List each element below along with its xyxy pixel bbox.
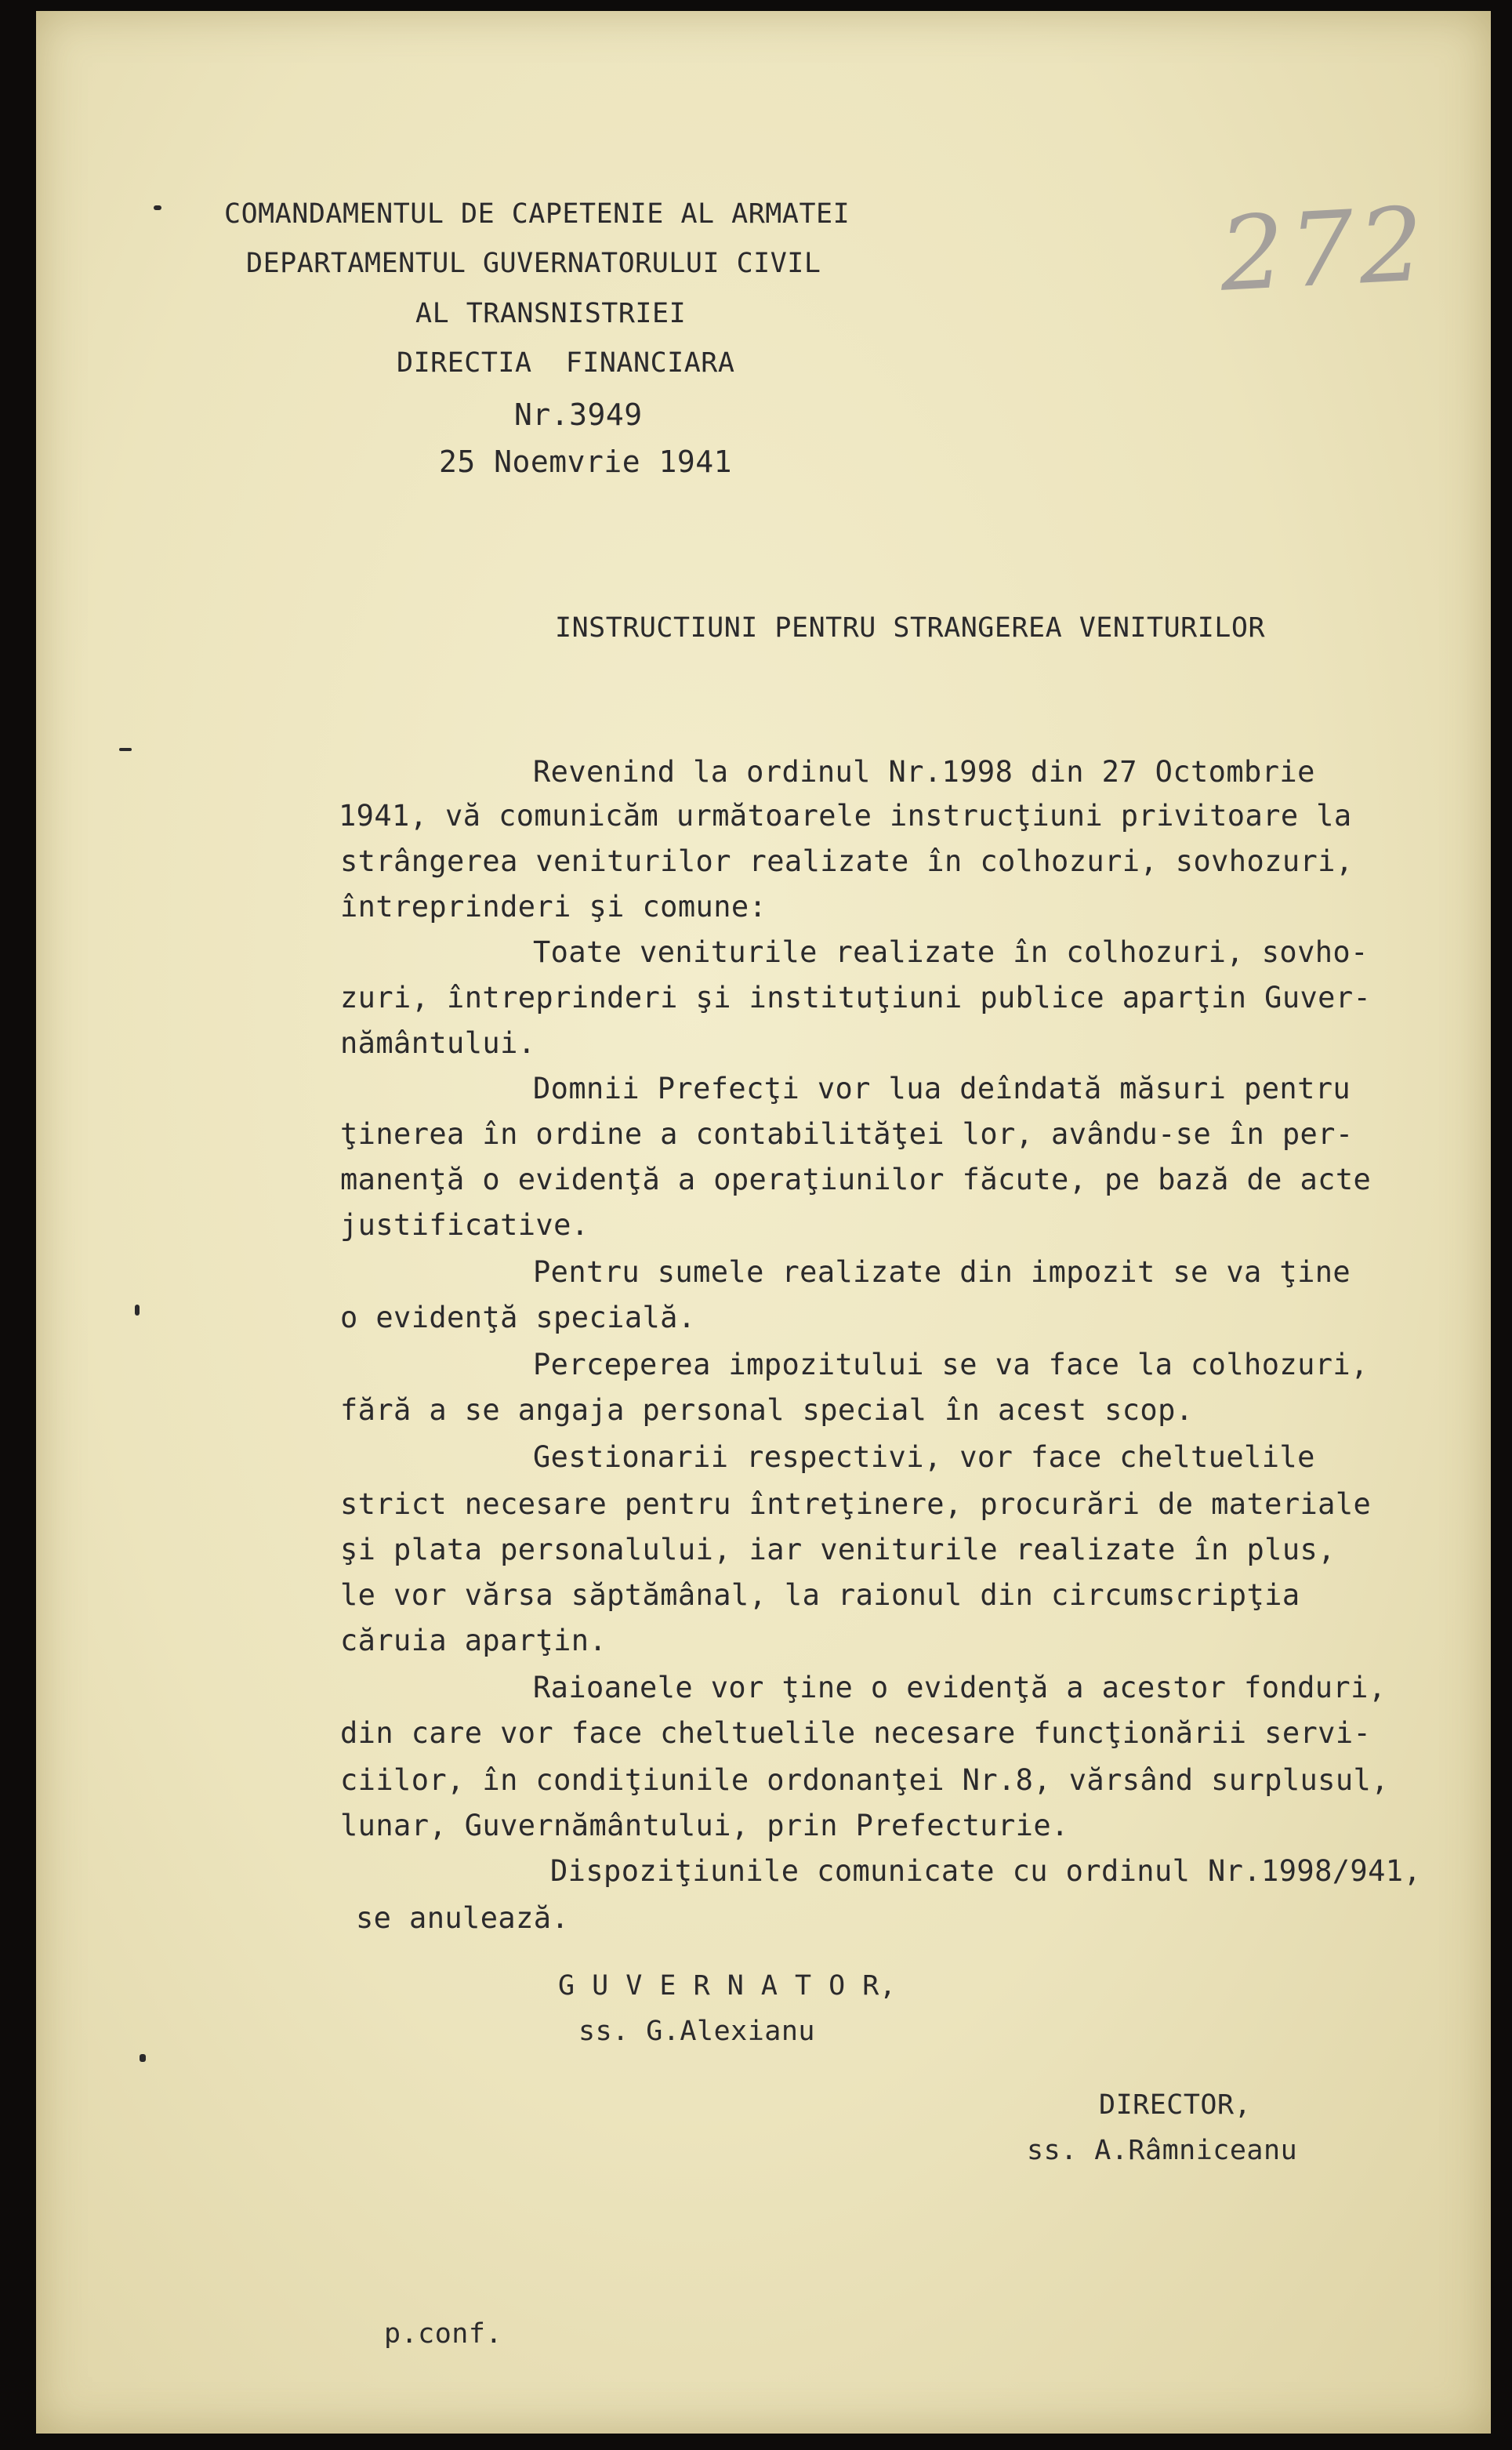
body-line-24: lunar, Guvernământului, prin Prefecturie.: [340, 1809, 1069, 1842]
header-line-1: COMANDAMENTUL DE CAPETENIE AL ARMATEI: [224, 198, 850, 230]
body-line-21: Raioanele vor ţine o evidenţă a acestor fonduri,: [533, 1671, 1387, 1704]
document-page: [36, 11, 1491, 2434]
body-line-15: fără a se angaja personal special în acest scop.: [340, 1393, 1194, 1427]
body-line-11: justificative.: [340, 1208, 589, 1242]
body-line-5: Toate veniturile realizate în colhozuri, sovho-: [533, 935, 1369, 969]
header-line-2: DEPARTAMENTUL GUVERNATORULUI CIVIL: [246, 248, 821, 279]
conformity-note: p.conf.: [384, 2318, 503, 2350]
document-date: 25 Noemvrie 1941: [439, 445, 733, 479]
body-line-1: Revenind la ordinul Nr.1998 din 27 Octombrie: [533, 755, 1315, 789]
body-line-12: Pentru sumele realizate din impozit se va ţine: [533, 1255, 1351, 1289]
body-line-23: ciilor, în condiţiunile ordonanţei Nr.8, vărsând surplusul,: [340, 1763, 1389, 1797]
body-line-18: şi plata personalului, iar veniturile realizate în plus,: [340, 1533, 1336, 1566]
body-line-10: manenţă o evidenţă a operaţiunilor făcute, pe bază de acte: [340, 1163, 1372, 1196]
governor-title: G U V E R N A T O R,: [558, 1970, 897, 2002]
scan-speck: [154, 205, 161, 210]
body-line-14: Perceperea impozitului se va face la colhozuri,: [533, 1348, 1369, 1381]
header-line-3: AL TRANSNISTRIEI: [415, 298, 687, 329]
scan-speck: [119, 748, 132, 751]
director-signature: ss. A.Râmniceanu: [1027, 2135, 1298, 2166]
body-line-8: Domnii Prefecţi vor lua deîndată măsuri pentru: [533, 1072, 1351, 1105]
header-line-4: DIRECTIA FINANCIARA: [397, 347, 735, 379]
body-line-7: nământului.: [340, 1026, 536, 1060]
body-line-25: Dispoziţiunile comunicate cu ordinul Nr.1998/941,: [550, 1854, 1422, 1888]
body-line-26: se anulează.: [356, 1901, 570, 1935]
handwritten-archive-number: 272: [1216, 184, 1431, 314]
governor-signature: ss. G.Alexianu: [578, 2016, 816, 2047]
body-line-13: o evidenţă specială.: [340, 1301, 696, 1334]
body-line-4: întreprinderi şi comune:: [340, 890, 767, 924]
body-line-20: căruia aparţin.: [340, 1624, 607, 1657]
body-line-16: Gestionarii respectivi, vor face cheltuelile: [533, 1440, 1315, 1474]
body-line-2: 1941, vă comunicăm următoarele instrucţiuni privitoare la: [339, 799, 1352, 833]
body-line-19: le vor vărsa săptămânal, la raionul din circumscripţia: [340, 1578, 1300, 1612]
document-title: INSTRUCTIUNI PENTRU STRANGEREA VENITURILOR: [555, 612, 1266, 644]
scan-speck: [135, 1305, 140, 1316]
body-line-3: strângerea veniturilor realizate în colhozuri, sovhozuri,: [340, 844, 1354, 878]
body-line-17: strict necesare pentru întreţinere, procurări de materiale: [340, 1487, 1372, 1521]
director-title: DIRECTOR,: [1099, 2089, 1252, 2121]
body-line-22: din care vor face cheltuelile necesare funcţionării servi-: [340, 1716, 1372, 1750]
scan-speck: [140, 2054, 146, 2062]
body-line-9: ţinerea în ordine a contabilităţei lor, avându-se în per-: [340, 1117, 1354, 1151]
body-line-6: zuri, întreprinderi şi instituţiuni publice aparţin Guver-: [340, 981, 1372, 1014]
document-number: Nr.3949: [514, 397, 643, 432]
